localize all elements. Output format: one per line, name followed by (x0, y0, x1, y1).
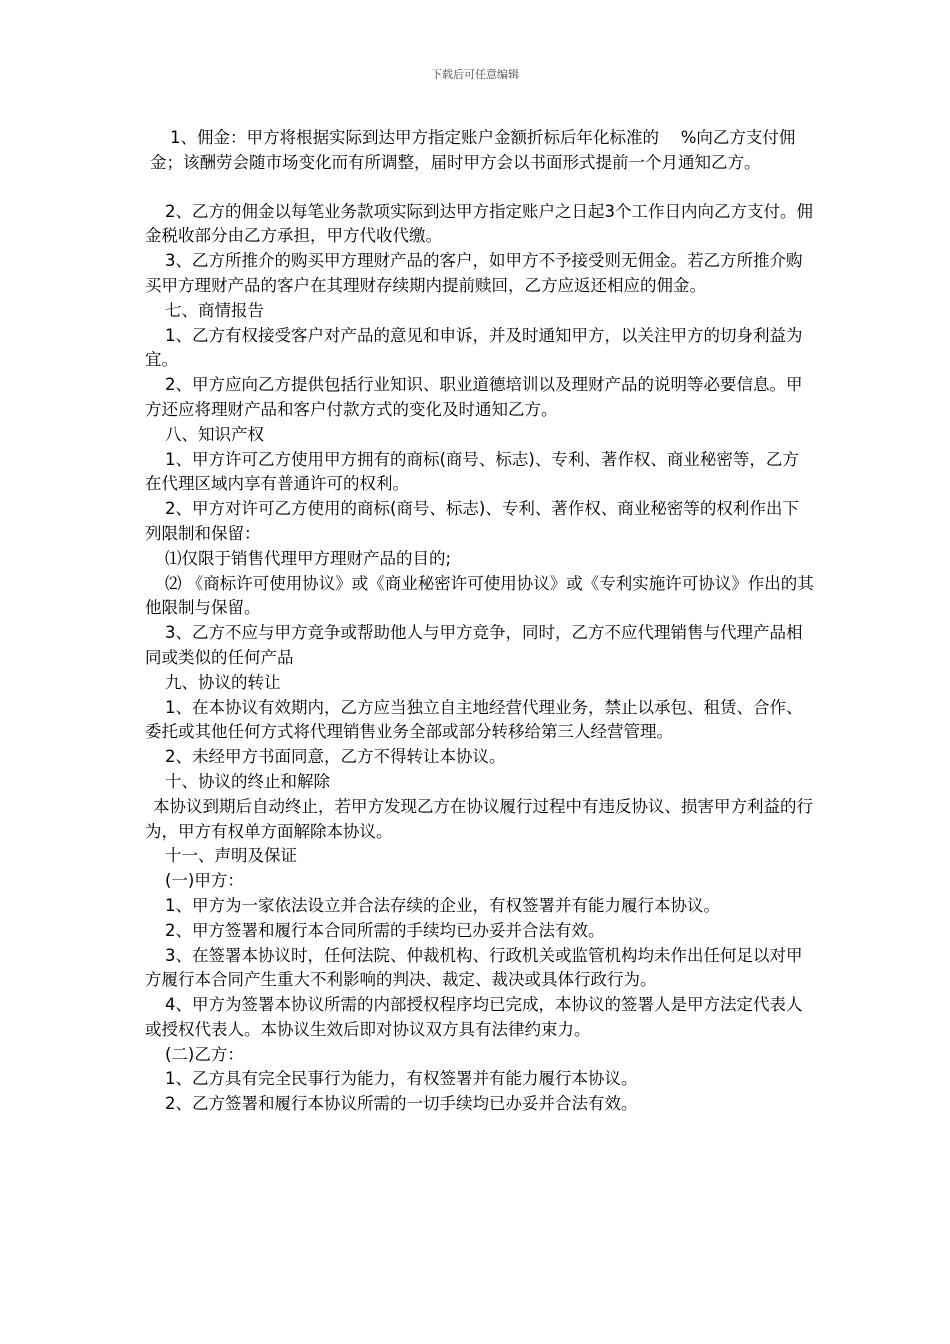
paragraph-ip-limit-2: ⑵ 《商标许可使用协议》或《商业秘密许可使用协议》或《专利实施许可协议》作出的其他限制与保留。 (145, 573, 814, 618)
paragraph-party-a-1: 1、甲方为一家依法设立并合法存续的企业，有权签署并有能力履行本协议。 (165, 895, 720, 915)
subheading-party-a: (一)甲方： (165, 871, 244, 891)
paragraph-transfer-1: 1、在本协议有效期内，乙方应当独立自主地经营代理业务，禁止以承包、租赁、合作、委托或其他任何方式将代理销售业务全部或部分转移给第三人经营管理。 (145, 697, 803, 742)
paragraph-party-a-2: 2、甲方签署和履行本合同所需的手续均已办妥并合法有效。 (165, 920, 605, 940)
paragraph-party-b-1: 1、乙方具有完全民事行为能力，有权签署并有能力履行本协议。 (165, 1069, 638, 1089)
paragraph-ip-2: 2、甲方对许可乙方使用的商标(商号、标志)、专利、著作权、商业秘密等的权利作出下列限制和保留： (145, 499, 799, 543)
section-heading-7: 七、商情报告 (165, 300, 264, 320)
paragraph-transfer-2: 2、未经甲方书面同意，乙方不得转让本协议。 (165, 747, 506, 767)
paragraph-report-2: 2、甲方应向乙方提供包括行业知识、职业道德培训以及理财产品的说明等必要信息。甲方还应将理财产品和客户付款方式的变化及时通知乙方。 (145, 375, 803, 419)
subheading-party-b: (二)乙方： (165, 1044, 244, 1064)
paragraph-ip-limit-1: ⑴仅限于销售代理甲方理财产品的目的; (165, 548, 452, 568)
paragraph-commission-payment: 2、乙方的佣金以每笔业务款项实际到达甲方指定账户之日起3个工作日内向乙方支付。佣金税收部分由乙方承担，甲方代收代缴。 (145, 201, 813, 246)
paragraph-party-b-2: 2、乙方签署和履行本协议所需的一切手续均已办妥并合法有效。 (165, 1094, 638, 1114)
section-heading-11: 十一、声明及保证 (165, 846, 297, 866)
paragraph-ip-1: 1、甲方许可乙方使用甲方拥有的商标(商号、标志)、专利、著作权、商业秘密等，乙方在代理区域内享有普通许可的权利。 (145, 449, 799, 494)
section-heading-9: 九、协议的转让 (165, 672, 281, 692)
document-body (145, 126, 815, 1117)
paragraph-termination: 本协议到期后自动终止，若甲方发现乙方在协议履行过程中有违反协议、损害甲方利益的行为，甲方有权单方面解除本协议。 (145, 796, 813, 841)
paragraph-ip-3: 3、乙方不应与甲方竞争或帮助他人与甲方竞争，同时，乙方不应代理销售与代理产品相同或类似的任何产品 (145, 623, 803, 667)
paragraph-party-a-4: 4、甲方为签署本协议所需的内部授权程序均已完成，本协议的签署人是甲方法定代表人或授权代表人。本协议生效后即对协议双方具有法律约束力。 (145, 995, 803, 1039)
paragraph-report-1: 1、乙方有权接受客户对产品的意见和申诉，并及时通知甲方，以关注甲方的切身利益为宜。 (145, 325, 803, 370)
section-heading-10: 十、协议的终止和解除 (165, 771, 330, 791)
paragraph-commission-refund: 3、乙方所推介的购买甲方理财产品的客户，如甲方不予接受则无佣金。若乙方所推介购买甲方理财产品的客户在其理财存续期内提前赎回，乙方应返还相应的佣金。 (145, 251, 803, 295)
section-heading-8: 八、知识产权 (165, 424, 264, 444)
paragraph-gap (145, 176, 815, 200)
page-header: 下载后可任意编辑 (431, 68, 519, 81)
paragraph-commission: 1、佣金：甲方将根据实际到达甲方指定账户金额折标后年化标准的 %向乙方支付佣金；该酬劳会随市场变化而有所调整，届时甲方会以书面形式提前一个月通知乙方。 (150, 128, 796, 172)
paragraph-party-a-3: 3、在签署本协议时，任何法院、仲裁机构、行政机关或监管机构均未作出任何足以对甲方履行本合同产生重大不利影响的判决、裁定、裁决或具体行政行为。 (145, 945, 803, 990)
